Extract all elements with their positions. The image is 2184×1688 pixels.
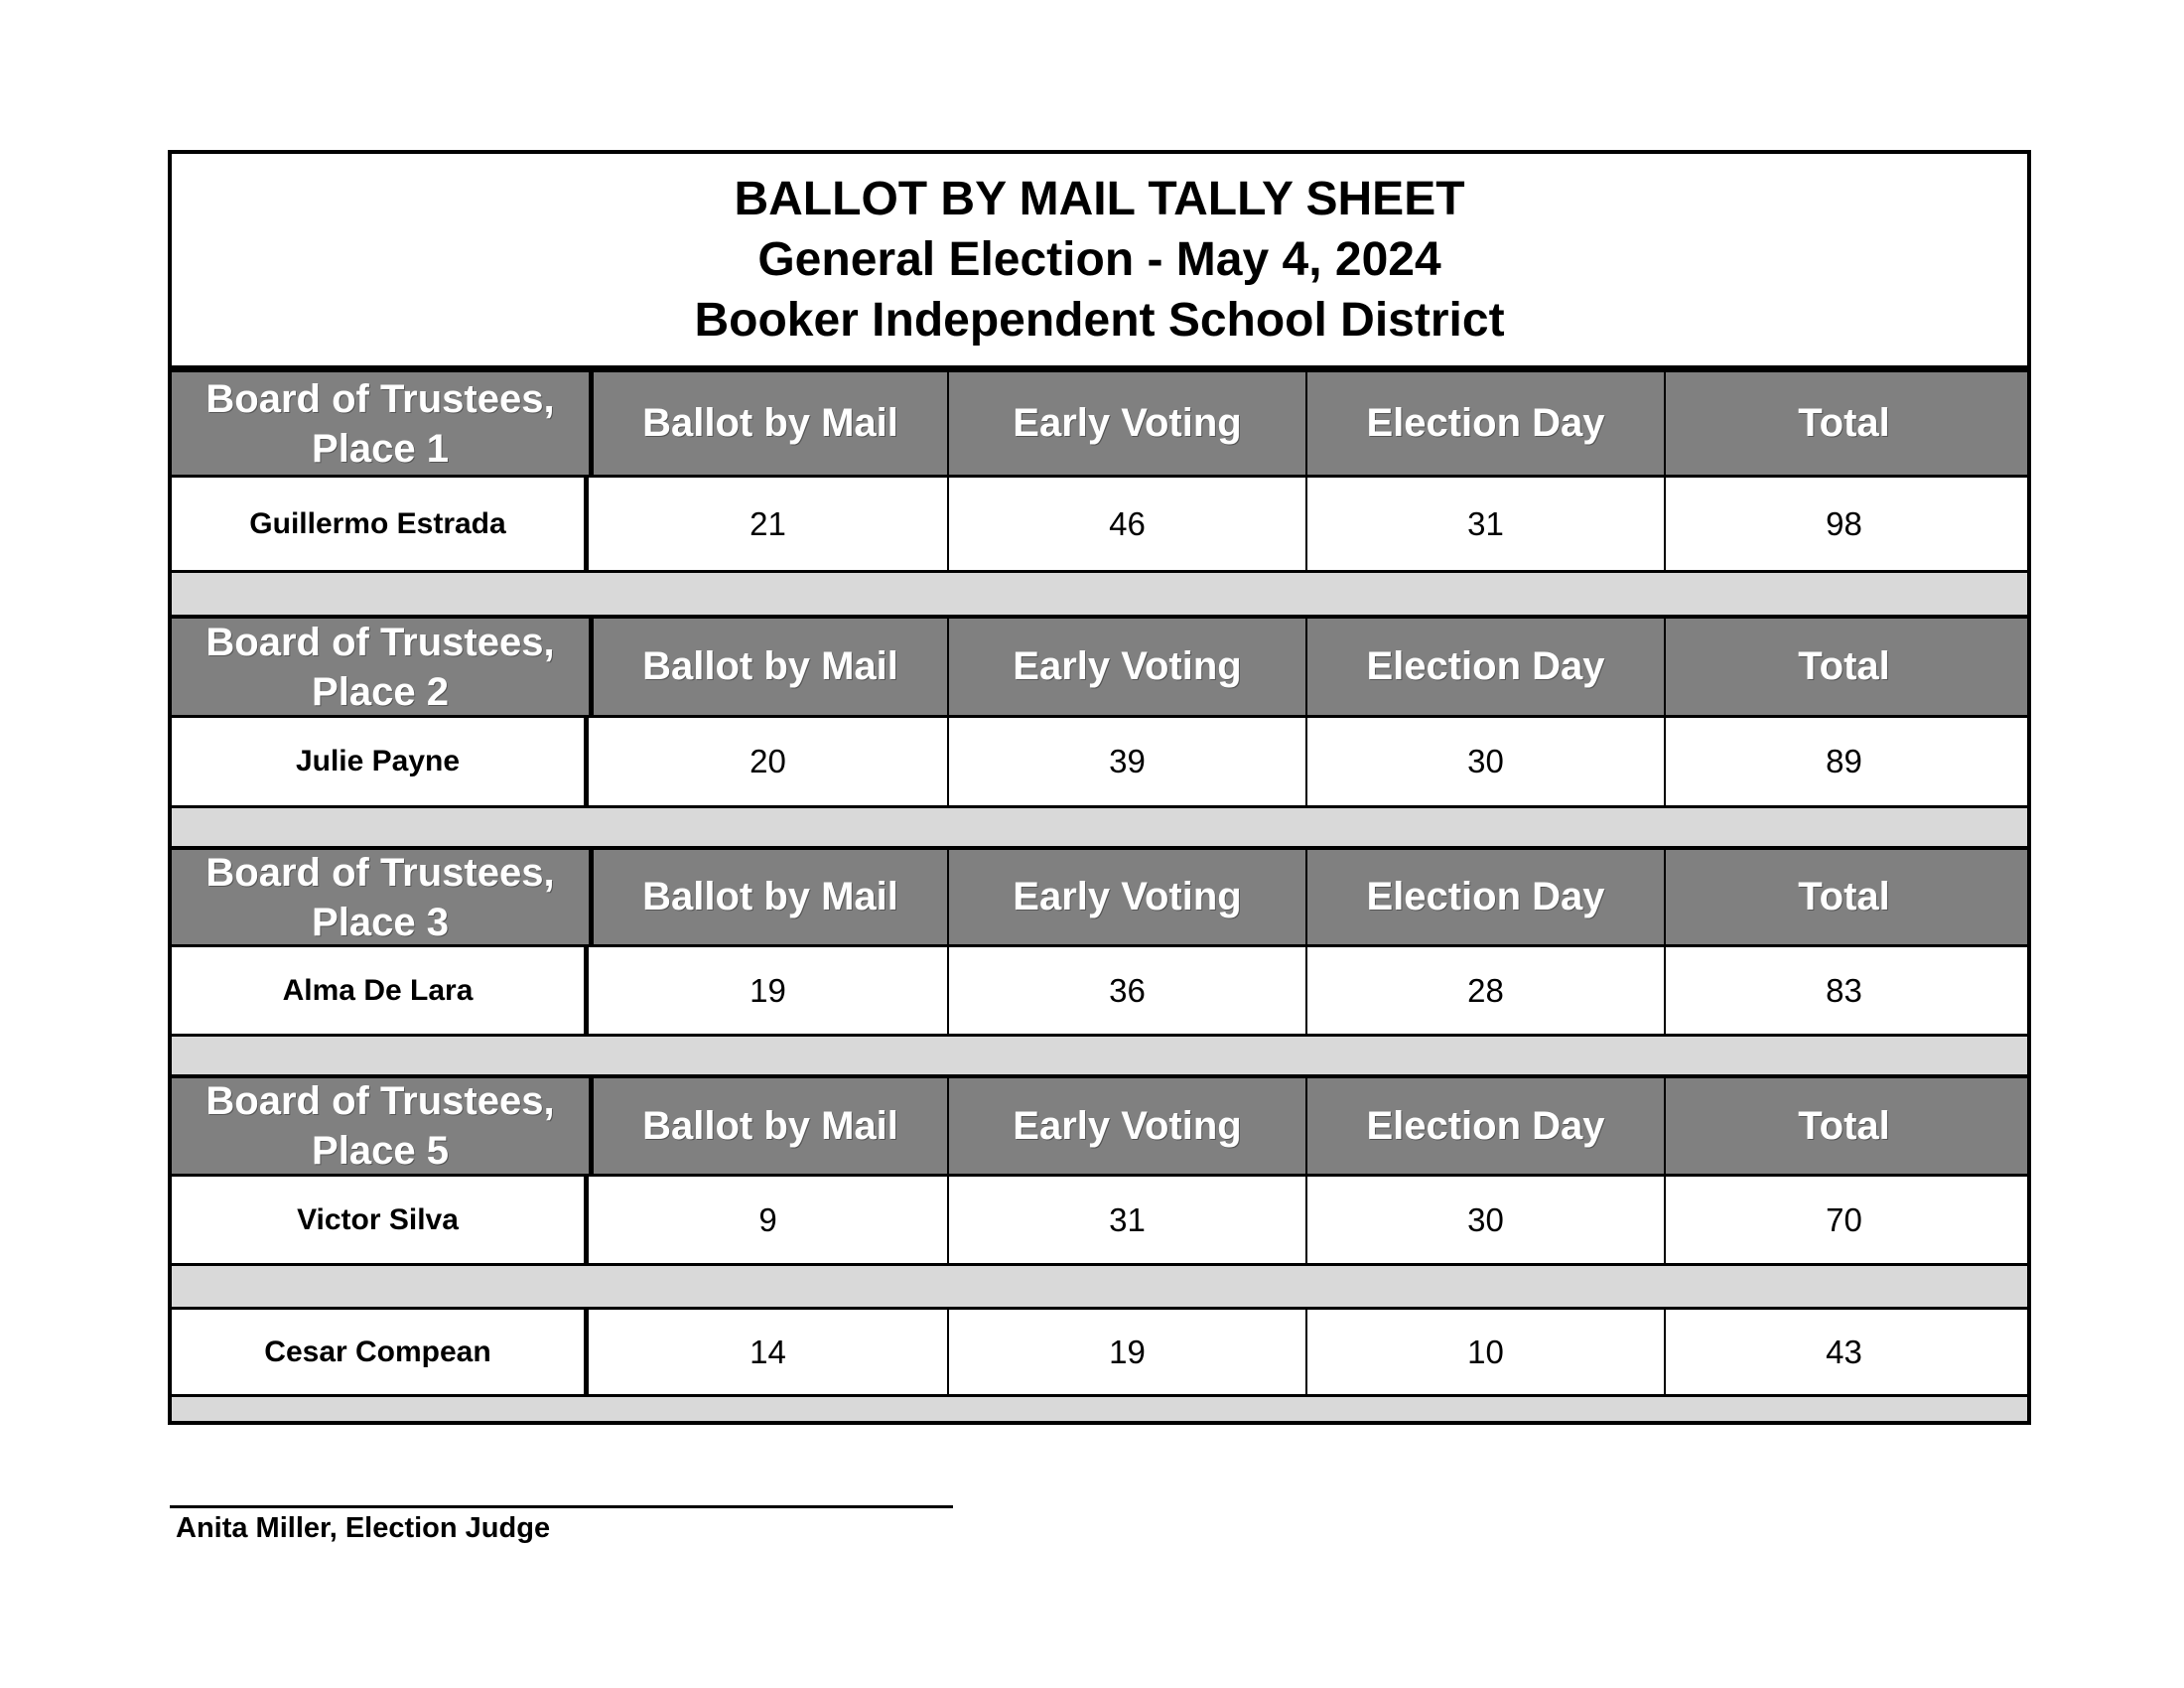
candidate-name: Cesar Compean xyxy=(172,1310,589,1394)
column-header-ballot-by-mail: Ballot by Mail xyxy=(589,619,947,715)
column-header-total: Total xyxy=(1664,850,2022,944)
candidate-name: Victor Silva xyxy=(172,1177,589,1263)
candidate-name: Julie Payne xyxy=(172,718,589,805)
office-name: Board of Trustees, Place 2 xyxy=(205,620,555,714)
total-count: 83 xyxy=(1664,947,2022,1034)
column-header-early-voting: Early Voting xyxy=(947,619,1305,715)
candidate-row xyxy=(172,1177,2027,1266)
office-name: Board of Trustees, Place 5 xyxy=(205,1079,555,1173)
office-name: Board of Trustees, Place 1 xyxy=(205,376,555,471)
total-count: 89 xyxy=(1664,718,2022,805)
candidate-row xyxy=(172,478,2027,573)
column-header-total: Total xyxy=(1664,372,2022,475)
column-header-election-day: Election Day xyxy=(1305,1078,1664,1174)
election-title: General Election - May 4, 2024 xyxy=(757,233,1441,286)
early-voting-count: 36 xyxy=(947,947,1305,1034)
candidate-row xyxy=(172,718,2027,808)
ballot-by-mail-count: 19 xyxy=(750,971,786,1009)
race-header-row xyxy=(172,368,2027,478)
spacer-row xyxy=(172,1266,2027,1310)
column-header-early-voting: Early Voting xyxy=(947,372,1305,475)
early-voting-count: 46 xyxy=(947,478,1305,570)
spacer-row xyxy=(172,1037,2027,1074)
early-voting-count: 31 xyxy=(947,1177,1305,1263)
total-count: 98 xyxy=(1664,478,2022,570)
column-header-early-voting: Early Voting xyxy=(947,1078,1305,1174)
column-header-ballot-by-mail: Ballot by Mail xyxy=(589,1078,947,1174)
race-header-row xyxy=(172,846,2027,947)
column-header-total: Total xyxy=(1664,1078,2022,1174)
election-day-count: 10 xyxy=(1305,1310,1664,1394)
title-block xyxy=(172,154,2027,368)
race-header-row xyxy=(172,615,2027,718)
column-header-ballot-by-mail: Ballot by Mail xyxy=(589,850,947,944)
candidate-row xyxy=(172,947,2027,1037)
column-header-total: Total xyxy=(1664,619,2022,715)
election-day-count: 28 xyxy=(1305,947,1664,1034)
ballot-by-mail-count: 9 xyxy=(758,1200,777,1238)
spacer-row xyxy=(172,808,2027,846)
tally-sheet-table xyxy=(168,150,2031,1425)
column-header-early-voting: Early Voting xyxy=(947,850,1305,944)
ballot-by-mail-count: 14 xyxy=(750,1333,786,1370)
election-day-count: 30 xyxy=(1305,718,1664,805)
column-header-election-day: Election Day xyxy=(1305,619,1664,715)
signature-line xyxy=(170,1505,953,1508)
sheet-title: BALLOT BY MAIL TALLY SHEET xyxy=(734,173,1465,225)
column-header-election-day: Election Day xyxy=(1305,850,1664,944)
election-day-count: 31 xyxy=(1305,478,1664,570)
district-title: Booker Independent School District xyxy=(694,294,1505,347)
spacer-row xyxy=(172,1397,2027,1421)
candidate-name: Guillermo Estrada xyxy=(172,478,589,570)
candidate-name: Alma De Lara xyxy=(172,947,589,1034)
column-header-ballot-by-mail: Ballot by Mail xyxy=(589,372,947,475)
column-header-election-day: Election Day xyxy=(1305,372,1664,475)
ballot-by-mail-count: 20 xyxy=(750,743,786,779)
signature-label: Anita Miller, Election Judge xyxy=(176,1512,551,1544)
early-voting-count: 19 xyxy=(947,1310,1305,1394)
candidate-row xyxy=(172,1310,2027,1397)
total-count: 43 xyxy=(1664,1310,2022,1394)
office-name: Board of Trustees, Place 3 xyxy=(205,850,555,944)
total-count: 70 xyxy=(1664,1177,2022,1263)
election-day-count: 30 xyxy=(1305,1177,1664,1263)
early-voting-count: 39 xyxy=(947,718,1305,805)
ballot-by-mail-count: 21 xyxy=(750,504,786,542)
race-header-row xyxy=(172,1074,2027,1177)
spacer-row xyxy=(172,573,2027,615)
